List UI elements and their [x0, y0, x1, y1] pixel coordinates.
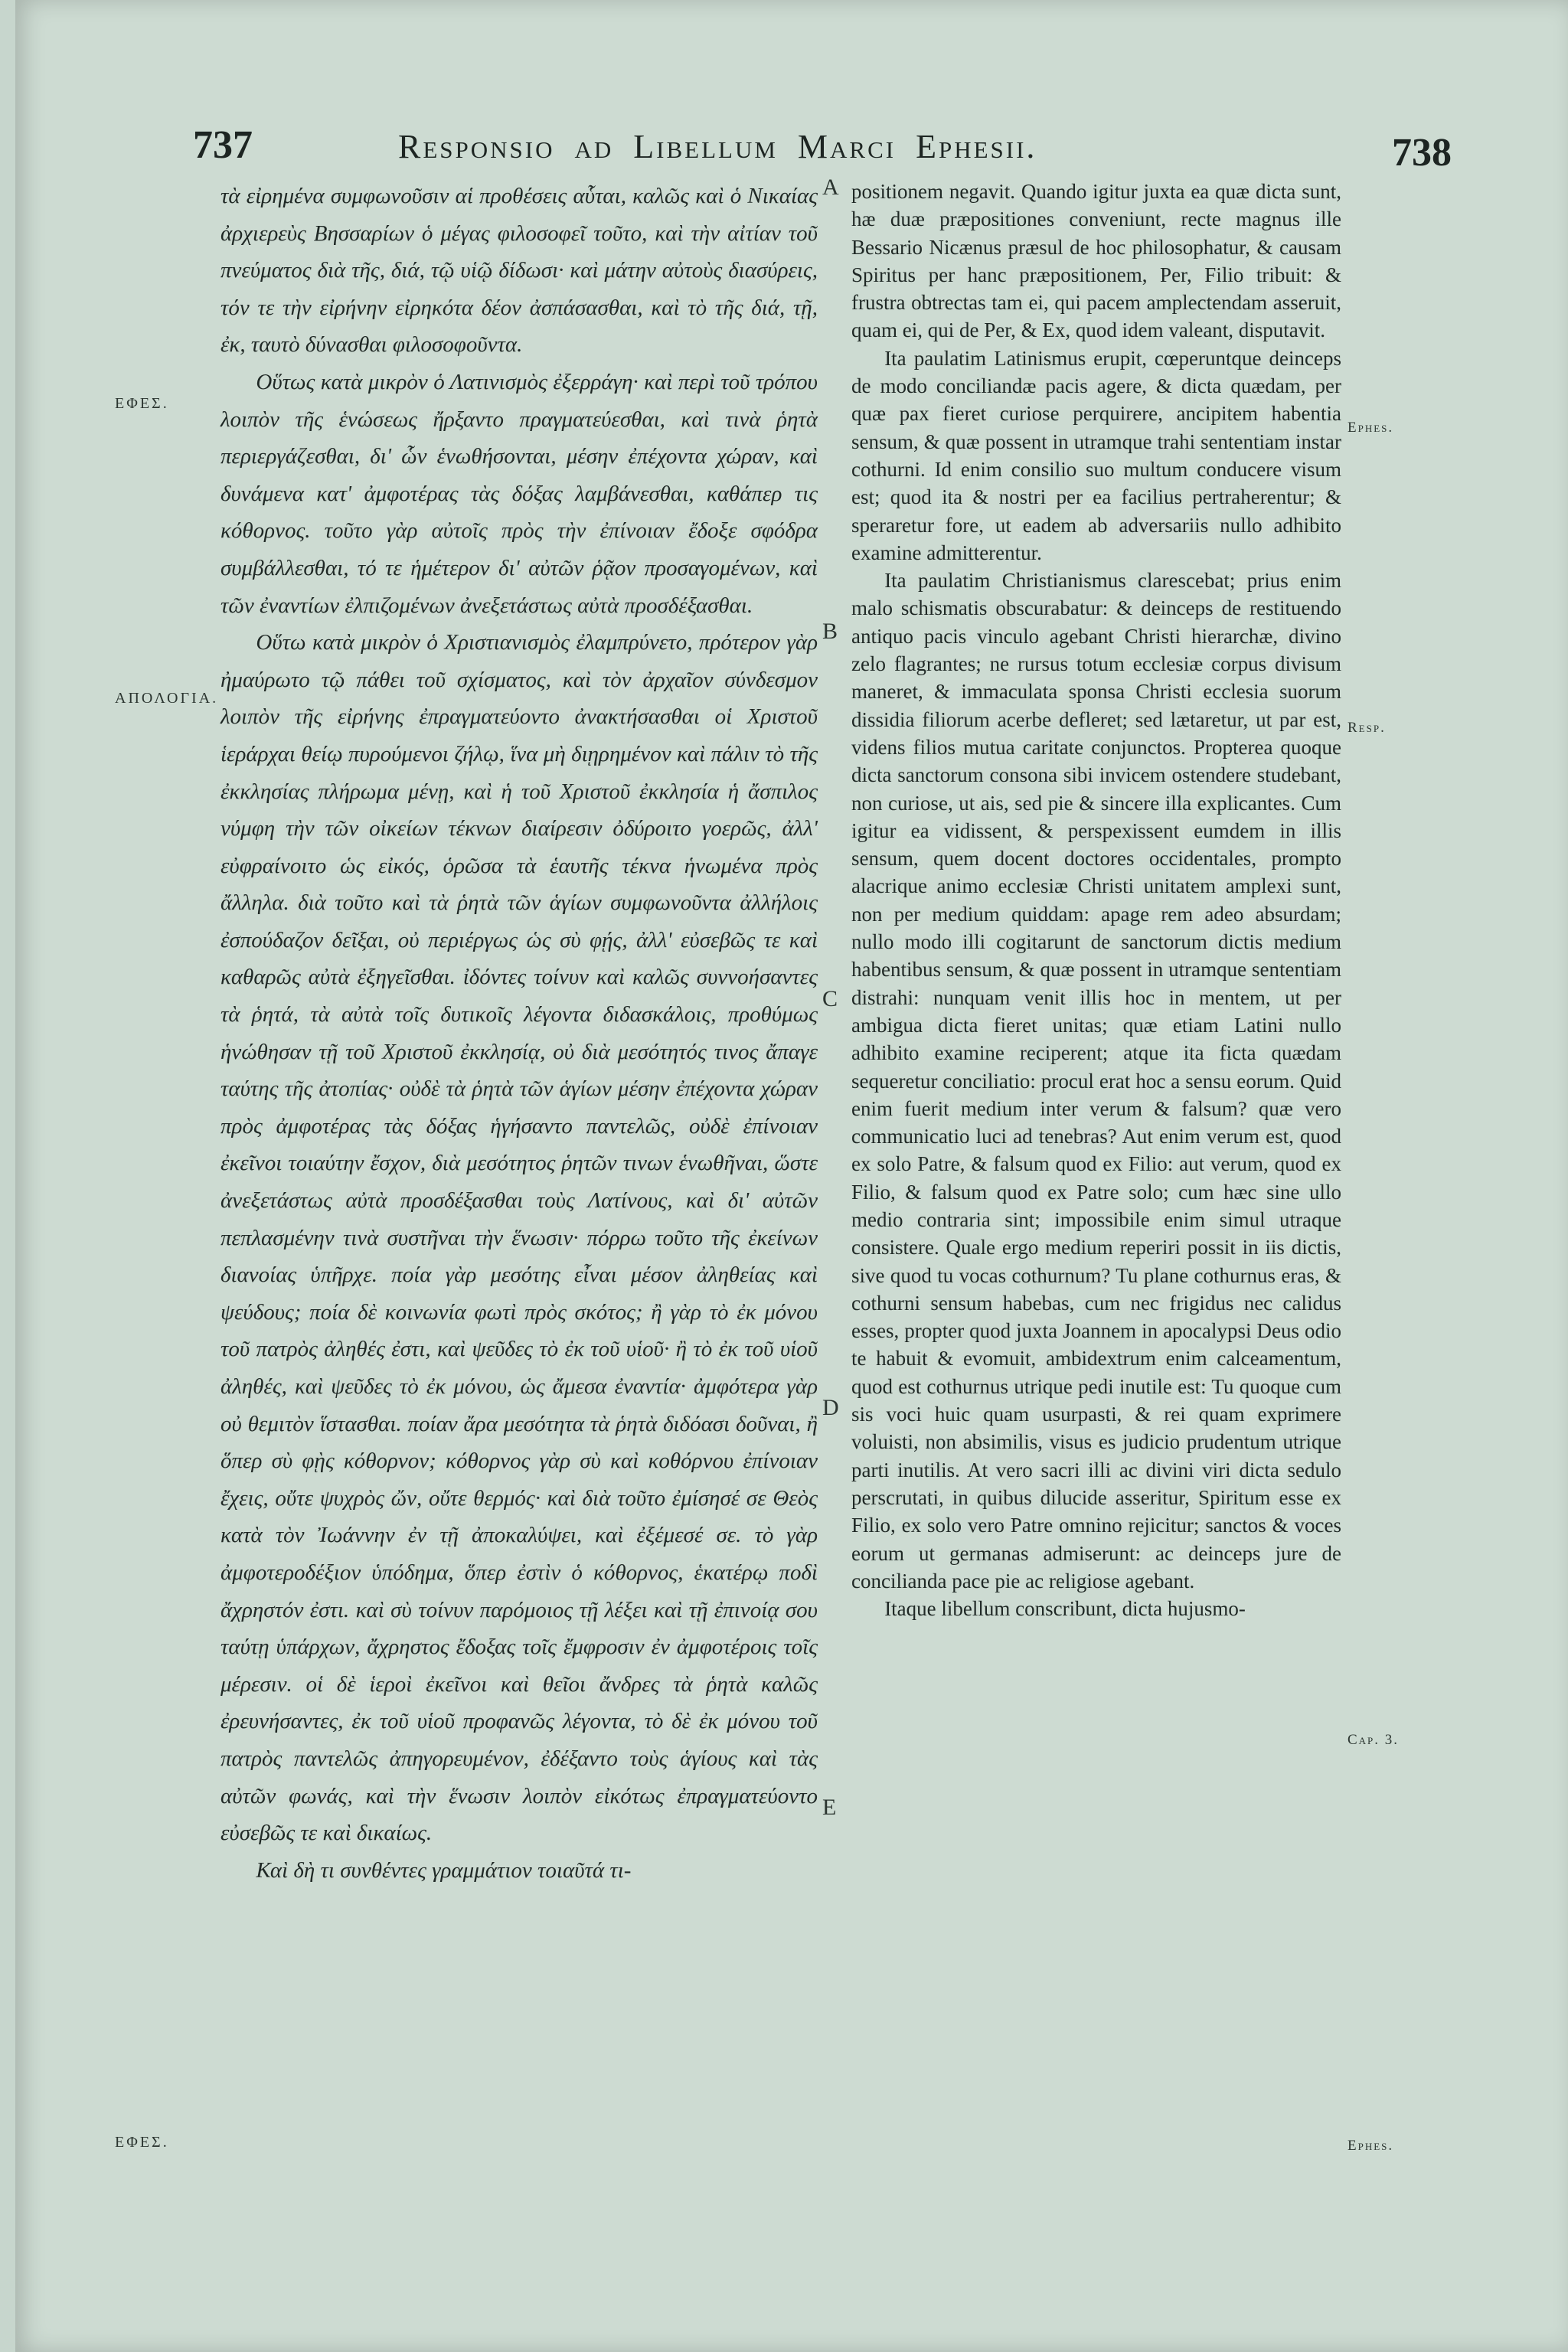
margin-note-ephes-2: ΕΦΕΣ.: [115, 2134, 169, 2151]
left-page-number: 737: [193, 123, 253, 167]
section-letter-e: E: [822, 1795, 837, 1820]
margin-note-ephes-1: ΕΦΕΣ.: [115, 395, 169, 412]
margin-note-resp: Resp.: [1348, 720, 1386, 736]
latin-paragraph-3: Ita paulatim Christianismus clarescebat; prius enim malo schismatis obscurabatur: & deinceps de restituendo antiquo pacis vinculo agebant Christi hierarchæ, divino zelo flagrantes; ne rursus totum ecclesiæ corpus divisum maneret, & immaculata sponsa Christi ecclesia suorum dissidia filiorum acerbe defleret; sed lætaretur, ut par est, videns filios mutua caritate conjunctos. Propterea quoque dicta sanctorum consona sibi invicem ostendere studebant, non curiose, ut ais, sed pie & sincere illa explicantes. Cum igitur ea vidissent, & perspexissent eumdem in illis sensum, quem docent doctores occidentales, prompto alacrique animo ecclesiæ Christi unitatem amplexi sunt, non per medium quiddam: apage rem adeo absurdam; nullo modo illi cogitarunt de sanctorum dictis medium habentibus sensum, & quæ possent in utramque sententiam distrahi: nunquam venit illis hoc in mentem, ut per ambigua dicta fieret unitas; quæ etiam Latini nullo adhibito examine reciperent; atque ita ficta quædam sequeretur conciliatio: procul erat hoc a sensu eorum. Quid enim fuerit medium inter verum & falsum? quæ vero communicatio luci ad tenebras? Aut enim verum est, quod ex solo Patre, & falsum quod ex Filio: aut verum, quod ex Filio, & falsum quod ex Patre solo; cum hæc sine ullo medio contraria sint; impossibile enim simul utraque consistere. Quale ergo medium reperiri possit in iis dictis, sive quod tu vocas cothurnum? Tu plane cothurnus eras, & cothurni sensum habebas, cum nec frigidus nec calidus esses, propter quod juxta Joannem in apocalypsi Deus odio te habuit & evomuit, ambidextrum enim calceamentum, quod est cothurnus utrique pedi inutile est: Tu quoque cum sis voci huic quam usurpasti, & rei quam exprimere voluisti, non absimilis, visus es judicio prudentum utrique parti inutilis. At vero sacri illi ac divini viri dicta sedulo perscrutati, in quibus dilucide asseritur, Spiritum esse ex Filio, ex solo vero Patre omnino rejicitur; sanctos & voces eorum ut germanas admiserunt: ac deinceps jure de concilianda pace pie ac religiose agebant.: [851, 569, 1341, 1592]
margin-note-ephes-right-2: Ephes.: [1348, 2138, 1394, 2154]
right-page-number: 738: [1392, 131, 1452, 175]
page-header: [15, 115, 1568, 176]
latin-paragraph-2: Ita paulatim Latinismus erupit, cœperuntque deinceps de modo conciliandæ pacis agere, & dicta quædam, per quæ pax fieret curiose perquirere, ancipitem habentia sensum, & quæ possent in utramque trahi sententiam instar cothurni. Id enim consilio suo multum conducere visum est; quod ita & nostri per ea facilius pertraherentur; & speraretur fore, ut eadem ab adversariis nullo adhibito examine admitterentur.: [851, 346, 1341, 564]
margin-note-cap-3: Cap. 3.: [1348, 1732, 1400, 1748]
latin-paragraph-4: Itaque libellum conscribunt, dicta hujusmo-: [884, 1597, 1246, 1621]
latin-column: [851, 178, 1341, 1622]
greek-column: [220, 178, 818, 1889]
latin-paragraph-1: positionem negavit. Quando igitur juxta ea quæ dicta sunt, hæ duæ præpositiones conveniunt, recte magnus ille Bessario Nicænus præsul de hoc philosophatur, & causam Spiritus per hanc præpositionem, Per, Filio tribuit: & frustra obtrectas tam ei, qui pacem amplectendam asseruit, quam ei, qui de Per, & Ex, quod idem valeant, disputavit.: [851, 180, 1341, 342]
book-page: [15, 0, 1568, 2352]
section-letter-d: D: [822, 1395, 839, 1420]
greek-paragraph-3: Οὕτω κατὰ μικρὸν ὁ Χριστιανισμὸς ἐλαμπρύνετο, πρότερον γὰρ ἠμαύρωτο τῷ πάθει τοῦ σχίσματος, καὶ τὸν ἀρχαῖον σύνδεσμον λοιπὸν τῆς εἰρήνης ἐπραγματεύοντο ἀνακτήσασθαι οἱ Χριστοῦ ἱεράρχαι θείῳ πυρούμενοι ζήλῳ, ἵνα μὴ διῃρημένον καὶ πάλιν τὸ τῆς ἐκκλησίας πλήρωμα μένῃ, καὶ ἡ τοῦ Χριστοῦ ἐκκλησία ἡ ἄσπιλος νύμφη τὴν τῶν οἰκείων τέκνων διαίρεσιν ὀδύροιτο γοερῶς, ἀλλ' εὐφραίνοιτο ὡς εἰκός, ὁρῶσα τὰ ἑαυτῆς τέκνα ἡνωμένα πρὸς ἄλληλα. διὰ τοῦτο καὶ τὰ ῥητὰ τῶν ἁγίων συμφωνοῦντα ἀλλήλοις ἐσπούδαζον δεῖξαι, οὐ περιέργως ὡς σὺ φῄς, ἀλλ' εὐσεβῶς τε καὶ καθαρῶς αὐτὰ ἐξηγεῖσθαι. ἰδόντες τοίνυν καὶ καλῶς συννοήσαντες τὰ ῥητά, τὰ αὐτὰ τοῖς δυτικοῖς λέγοντα διδασκάλοις, προθύμως ἡνώθησαν τῇ τοῦ Χριστοῦ ἐκκλησίᾳ, οὐ διὰ μεσότητός τινος ἄπαγε ταύτης τῆς ἀτοπίας· οὐδὲ τὰ ῥητὰ τῶν ἁγίων μέσην ἐπέχοντα χώραν πρὸς ἀμφοτέρας τὰς δόξας ἡγήσαντο παντελῶς, οὐδὲ ἐπίνοιαν ἐκεῖνοι τοιαύτην ἔσχον, διὰ μεσότητος ῥητῶν τινων ἑνωθῆναι, ὥστε ἀνεξετάστως αὐτὰ προσδέξασθαι τοὺς Λατίνους, καὶ δι' αὐτῶν πεπλασμένην τινὰ συστῆναι τὴν ἕνωσιν· πόρρω τοῦτο τῆς ἐκείνων διανοίας ὑπῆρχε. ποία γὰρ μεσότης εἶναι μέσον ἀληθείας καὶ ψεύδους; ποία δὲ κοινωνία φωτὶ πρὸς σκότος; ἢ γὰρ τὸ ἐκ μόνου τοῦ πατρὸς ἀληθές ἐστι, καὶ ψεῦδες τὸ ἐκ τοῦ υἱοῦ· ἢ τὸ ἐκ τοῦ υἱοῦ ἀληθές, καὶ ψεῦδες τὸ ἐκ μόνου, ὡς ἄμεσα ἐναντία· ἀμφότερα γὰρ οὐ θεμιτὸν ἵστασθαι. ποίαν ἄρα μεσότητα τὰ ῥητὰ διδόασι δοῦναι, ἢ ὅπερ σὺ φῂς κόθορνον; κόθορνος γὰρ σὺ καὶ κοθόρνου ἐπίνοιαν ἔχεις, οὔτε ψυχρὸς ὤν, οὔτε θερμός· καὶ διὰ τοῦτο ἐμίσησέ σε Θεὸς κατὰ τὸν Ἰωάννην ἐν τῇ ἀποκαλύψει, καὶ ἐξέμεσέ σε. τὸ γὰρ ἀμφοτεροδέξιον ὑπόδημα, ὅπερ ἐστὶν ὁ κόθορνος, ἑκατέρῳ ποδὶ ἄχρηστόν ἐστι. καὶ σὺ τοίνυν παρόμοιος τῇ λέξει καὶ τῇ ἐπινοίᾳ σου ταύτῃ ὑπάρχων, ἄχρηστος ἔδοξας τοῖς ἔμφροσιν ἐν ἀμφοτέροις τοῖς μέρεσιν. οἱ δὲ ἱεροὶ ἐκεῖνοι καὶ θεῖοι ἄνδρες τὰ ῥητὰ καλῶς ἐρευνήσαντες, ἐκ τοῦ υἱοῦ προφανῶς λέγοντα, τὸ δὲ ἐκ μόνου τοῦ πατρὸς παντελῶς ἀπηγορευμένον, ἐδέξαντο τοὺς ἁγίους καὶ τὰς αὐτῶν φωνάς, καὶ τὴν ἕνωσιν λοιπὸν εἰκότως ἐπραγματεύοντο εὐσεβῶς τε καὶ δικαίως.: [220, 630, 818, 1846]
greek-paragraph-1: τὰ εἰρημένα συμφωνοῦσιν αἱ προθέσεις αὗται, καλῶς καὶ ὁ Νικαίας ἀρχιερεὺς Βησσαρίων ὁ μέγας φιλοσοφεῖ τοῦτο, καὶ τὴν αἰτίαν τοῦ πνεύματος διὰ τῆς, διά, τῷ υἱῷ δίδωσι· καὶ μάτην αὐτοὺς διασύρεις, τόν τε τὴν εἰρήνην εἰρηκότα δέον ἀσπάσασθαι, καὶ τὸ τῆς διά, τῇ, ἐκ, ταυτὸ δύνασθαι φιλοσοφοῦντα.: [220, 184, 818, 358]
margin-note-apologia: ΑΠΟΛΟΓΙΑ.: [115, 690, 219, 707]
greek-paragraph-4: Καὶ δὴ τι συνθέντες γραμμάτιον τοιαῦτά τι-: [256, 1857, 632, 1883]
margin-note-ephes-right-1: Ephes.: [1348, 420, 1394, 436]
running-title: Responsio ad Libellum Marci Ephesii.: [398, 128, 1037, 165]
greek-paragraph-2: Οὕτως κατὰ μικρὸν ὁ Λατινισμὸς ἐξερράγη· καὶ περὶ τοῦ τρόπου λοιπὸν τῆς ἑνώσεως ἤρξαντο πραγματεύεσθαι, καὶ τινὰ ῥητὰ περιεργάζεσθαι, δι' ὧν ἑνωθήσονται, μέσην ἐπέχοντα χώραν, καὶ δυνάμενα κατ' ἀμφοτέρας τὰς δόξας λαμβάνεσθαι, καθάπερ τις κόθορνος. τοῦτο γὰρ αὐτοῖς πρὸς τὴν ἐπίνοιαν ἔδοξε σφόδρα συμβάλλεσθαι, τό τε ἡμέτερον δι' αὐτῶν ῥᾷον προσαγομένων, καὶ τῶν ἐναντίων ἐλπιζομένων ἀνεξετάστως αὐτὰ προσδέξασθαι.: [220, 369, 818, 618]
section-letter-a: A: [822, 175, 839, 200]
section-letter-c: C: [822, 986, 838, 1011]
section-letter-b: B: [822, 619, 838, 644]
